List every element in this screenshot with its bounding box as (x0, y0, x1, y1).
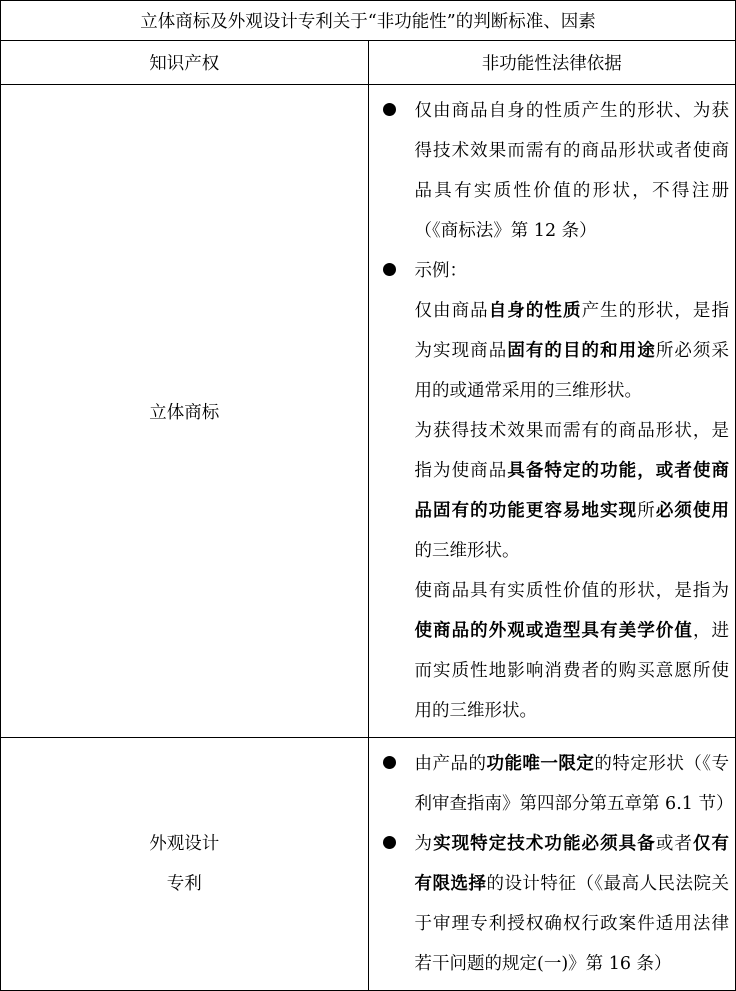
row-label-line: 外观设计 (149, 834, 220, 854)
list-item (377, 824, 730, 984)
row-content-3d-trademark (368, 85, 736, 738)
bullet-icon (383, 263, 396, 276)
example-paragraph (377, 291, 730, 411)
text-run: 产生的形状，是指为实现商品 (414, 301, 729, 361)
bold-text-run: 实现特定技术功能必须具备 (433, 834, 656, 854)
table-row-design-patent (1, 738, 736, 991)
bold-text-run: 仅有有限选择 (414, 834, 729, 894)
table-row-3d-trademark (1, 85, 736, 738)
example-paragraph (377, 571, 730, 731)
bold-text-run: 具备特定的功能，或者使商品固有的功能更容易地实现 (414, 461, 729, 521)
text-run: 的三维形状。 (414, 541, 520, 561)
bullet-text: 仅由商品自身的性质产生的形状、为获得技术效果而需有的商品形状或者使商品具有实质性价值的形状，不得注册（《商标法》第 12 条） (414, 101, 729, 241)
bullet-text: 示例： (414, 261, 467, 281)
text-run: 或者 (655, 834, 693, 854)
text-run: 使商品具有实质性价值的形状，是指为 (414, 581, 729, 601)
text-run: 为 (414, 834, 434, 854)
header-ip: 知识产权 (1, 41, 369, 85)
bullet-icon (383, 103, 396, 116)
text-run: 由产品的 (414, 754, 487, 774)
row-content-design-patent (368, 738, 736, 991)
text-run: 的设计特征（《最高人民法院关于审理专利授权确权行政案件适用法律若干问题的规定(一)》第 16 条） (414, 874, 730, 974)
text-run: 所 (637, 501, 656, 521)
list-item (377, 91, 730, 251)
bold-text-run: 使商品的外观或造型具有美学价值 (414, 621, 693, 641)
header-legal-basis: 非功能性法律依据 (368, 41, 736, 85)
text-run: 仅由商品 (414, 301, 489, 321)
text-run: ，进而实质性地影响消费者的购买意愿所使用的三维形状。 (414, 621, 729, 721)
row-label-3d-trademark: 立体商标 (1, 85, 369, 738)
header-row (1, 41, 736, 85)
bullet-icon (383, 836, 396, 849)
example-paragraph (377, 411, 730, 571)
title-row (1, 1, 736, 41)
table-title: 立体商标及外观设计专利关于“非功能性”的判断标准、因素 (1, 1, 736, 41)
bold-text-run: 功能唯一限定 (486, 754, 595, 774)
list-item (377, 251, 730, 291)
text-run: 为获得技术效果而需有的商品形状，是指为使商品 (414, 421, 729, 481)
bold-text-run: 固有的目的和用途 (507, 341, 656, 361)
row-label-design-patent (1, 738, 369, 991)
text-run: 的特定形状（《专利审查指南》第四部分第五章第 6.1 节） (414, 754, 734, 814)
row-label-line: 专利 (166, 874, 202, 894)
text-run: 所必须采用的或通常采用的三维形状。 (414, 341, 729, 401)
bold-text-run: 必须使用 (655, 501, 729, 521)
list-item (377, 744, 734, 824)
bold-text-run: 自身的性质 (488, 301, 582, 321)
bullet-icon (383, 756, 396, 769)
